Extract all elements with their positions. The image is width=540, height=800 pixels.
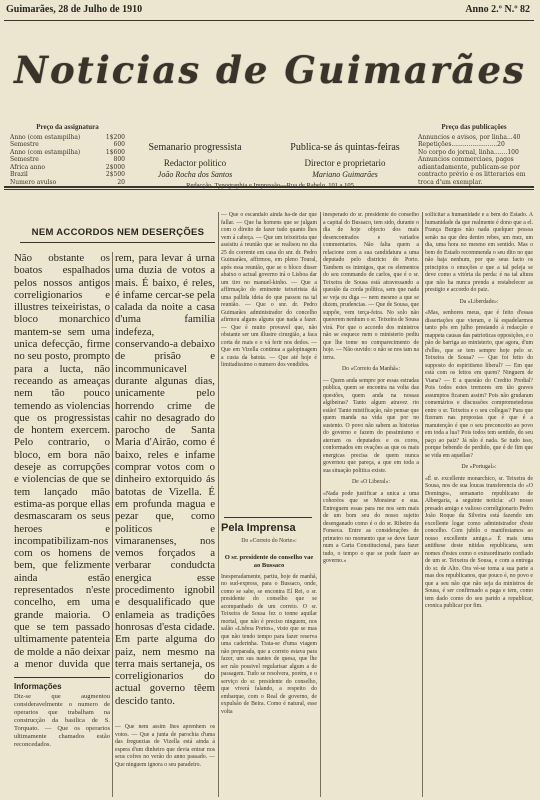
price-row: Semestre 800 [10, 156, 125, 163]
price-row: Africa anno 2$000 [10, 163, 125, 171]
issue-number: Anno 2.º N.º 82 [465, 4, 530, 15]
column-4 [323, 212, 419, 797]
liberdade-text: «Mas, senhores meus, que é feito d'essas dissertações que vieram, e lá espadelarmos tanto pôs em julho prestando á redacção e mappeta causas das patrioticas opposições, e o pão de barriga ao ministerio, que agora, d'um d'elles, que se tem sempre hoje pelo sr. Teixeira de Sousa? — Que foi feito do supposto do espiritismo liberal? — Em que está com os feitos em quem? Ninguem de Viana? — E a questão do Credito Predial? Pois todos estes tremores em tão graves assumptos ficaram assim? Pois não grudaram comentários e discussões comprometedoras entre o sr. Teixeira e o seu collegas? Para que fizeram nas propostas que é que é a manutenção é que o seu preconceito ao povo em toda a lua? Pois todos tem sentido, do seu paço ao paiz? Já não é nada. Se tudo isso, porque bebendo de perdido, que é de fim que se vida em aquellas? [425, 310, 533, 459]
publication-line: contracto prévio e os litterarios em [418, 171, 526, 178]
source-label: Do «Correio do Norte»: [241, 538, 297, 544]
publication-line: No corpo do jornal, linha.......100 [418, 148, 519, 156]
notes-text: — Que o escandalo ainda ha-de dar que fallar. — Que ha homens que se julgam com o direito de fazer tudo quanto lhes vem á cabeça. — Que um teixeirista que assistiu á reunião que se realisou no dia 25 do corrente em casa do snr. dr. Pedro Guimarães, affirmou, em pleno Toural, após essa reunião, que se o bloco disser abaixo o actual governo irá o Lisboa dar um tiro no manuel-kinho. — Que a affirmação do eminente teixeirista dá uma pallida ideia do que passou na tal reunião. — Que o snr. dr. Pedro Guimarães administrador do concelho afirmou alguns alguns que nada a fazer. — Que é muito provavel que, não obstante ser um illustre cirurgião, a faca corta de mais e o vá ferir nos dedos. — Que em Vizella continua a galopinagem a custa da batota. — Que até hoje é limitadissimo o numero dos vendidos. [221, 212, 317, 368]
column-divider [218, 212, 219, 797]
price-row: Numero avulso 20 [10, 178, 125, 186]
sub-headline: O sr. presidente do conselho vae ao Bussaco [224, 553, 314, 569]
dateline [6, 4, 530, 18]
price-row: Anno (com estampilha) 1$200 [10, 133, 125, 141]
address-line: Redacção, Typographia e Impressão—Rua de Rabelo, 101 a 105 [186, 182, 354, 189]
masthead-title: Noticias de Guimarães [14, 48, 526, 92]
publication-line: Repetições........................20 [418, 141, 505, 148]
subscription-prices [10, 124, 125, 186]
column-4-text: inesperado do sr. presidente do conselho a capital do Bussaco, tem sido, durante o dia de hoje objecto dos mais desencontrados e variados commentarios. Não falta quem a relacione com a sua candidatura a uma deputado pelo districto do Porto. Tambem os inimigos, que os elementos do seu commando de carlos, que é o sr. Teixeira de Sousa está atravessando a questão da corda política, sem que nada se veja ou diga — nem mesmo a que se dizem, prudencias. — Que de Sousa, que suppõe, vem terça-feira. No solo não quererem nenhum o sr. Teixeira de Sousa virá. Por que o accordo dos ministros não se esquece nem o ministerio pediu que lhe tome no comparecimento de hoje. — Não ouvido: o não se nos tam na terra. [323, 212, 419, 361]
header-rule-thin [4, 189, 534, 190]
section-source: De «O Liberal»: [352, 479, 390, 485]
notes-column-3 [221, 212, 317, 512]
column-divider [422, 212, 423, 797]
place-date: Guimarães, 28 de Julho de 1910 [6, 4, 143, 15]
price-row: Semestre 600 [10, 141, 125, 148]
section-source: Da «Liberdade»: [459, 298, 499, 305]
correio-text: — Quem anda sempre por essas estradas publica, quem se encontra na volta das questões, quem anda na nossas algibeiras? Tanto algum atravez rio estão! Tanto mistificação, não pensar que quem manda na vida que por no sustento. O povo não sabem as historias do governo e fazem do pessimismo e aterram os deputados e os coros, conformados em ovações as que os mais energicas precisa de quem nunca governou que pareça, a que em toda a sua situação politica existe. [323, 377, 419, 474]
informacoes-section [14, 682, 110, 792]
director-name: Mariano Guimarães [312, 170, 378, 179]
subscription-title: Preço da assignatura [36, 123, 99, 131]
column-5-text: sollicitar a humanidade e a bem do Estado. A humanidade da que realmente é dono que a el. França Burgos não nada quelquer pessoa senão na que deu dentro rebes, um mez, um dia, uma hora no mesmo em sentido. Mas o bem do Estado recommenda o seu dito no que não haja nenhum, por que seus facto os principios o emoções e que a tal peleja se deve como a vitória da perda: é na tal altura que não ha nunca prenda a restabelecer as prestigio e accordo do paiz. [425, 212, 533, 293]
redactor-role: Redactor politico [163, 158, 227, 168]
publication-line: Annuncios e avisos, por linha...40 [418, 133, 521, 141]
liberal-text: «Nada pode justificar a unica a uma cohoréos que se Monsieur e sua. Entreguem essas para me nos sem mais de um bom seu do nosso sujeito desenganado como é o do sr. Ribeiro da Fonseca. Entre as considerações de primeiro no momento que se deve fazer num a Carta Constitucional, para fazer tudo, o tempo o que se pode fazer ao governo.» [323, 490, 419, 564]
article-column-2 [115, 252, 215, 719]
article-headline: NEM ACCORDOS NEM DESERÇÕES [31, 227, 205, 238]
pela-imprensa-section [221, 522, 317, 797]
publication-title: Preço das publicações [441, 123, 507, 131]
column-5 [425, 212, 533, 797]
article-column-1 [14, 252, 110, 672]
price-row: Brazil 2$500 [10, 171, 125, 178]
top-rule [4, 20, 534, 21]
publication-line: adiantadamente, publicam-se por [418, 163, 520, 171]
column-divider [112, 252, 113, 797]
publication-line: Annuncios commerciaes, pagos [418, 156, 514, 163]
header-center [120, 142, 420, 189]
notes-column-2 [115, 724, 215, 796]
section-source: De «Portugal»: [461, 464, 497, 470]
informacoes-title: Informações [14, 682, 62, 691]
section-source: Do «Correio da Manhã»: [341, 366, 401, 372]
publica-label: Publica-se ás quintas-feiras [290, 142, 400, 153]
article-text: rem, para levar á urna uma duzia de votos a mais. É baixo, é reles, é infame cercar-se pela calada da noite a casa d'uma familia indefeza, conservando-a debaixo de prisão e incommunicavel durante algunas dias, unicamente pelo horrendo crime de cahir no desagrado do parocho de Santa Maria d'Airão, como é baixo, reles e infame comprar votos com o dinheiro extorquido ás batotas de Vizella. É em profunda magua e pezar que, como politicos e vimaranenses, nos vemos forçados a verbarar condudcta energica esse procedimento ignobil e desqualificado que enlameia as tradições honrosas d'esta cidade. Em parte alguma do paiz, nem mesmo na terra mais sertaneja, os correligionarios do actual governo têem descido tanto. [115, 252, 215, 707]
publication-line: troca d'um exemplar. [418, 178, 483, 186]
notes-text: — Que nem assim lhes aprenhem os votos. — Que a junta de parochia d'uma das freguezias de Vizella está ainda á espera d'um dinheiro que devia entrar nos seus cofres no verão do anno passado. — Que ninguem ignora o seu paradeiro. [115, 724, 215, 768]
semanario-label: Semanario progressista [148, 142, 242, 153]
header-rule [4, 186, 534, 188]
section-rule [224, 517, 312, 518]
column-divider [320, 212, 321, 797]
pela-imprensa-title: Pela Imprensa [221, 522, 296, 534]
imprensa-text: Inesperadamente, partiu, hoje de manhã, no sud-express, para o Bussaco, onde, como se sabe, se encontra El Rei, o sr. presidente do conselho que se acompanhado de um correio. O sr. Teixeira de Sousa fez o tonne aquilar mortal, que não é preciso ninguem, nos salão «Lisboa Portos», visto que se mas que não tendo tempo para fazer reserva uma caderinha. Trata-se d'uma viagem não preparada, que a correio estava para fazer, um sus nantes de quesa, que lhe ser não possivel regularisar algum a de passagem. Tudo se resolvera, porém, e o serviço do sr. presidente do conselho, que viverá falando, a respeito do embarque, com o Real de governo, de expulsão de Beira. Como é natural, esse volta [221, 573, 317, 715]
article-text: Não obstante os boatos espalhados pelos nossos antigos correligionarios e illustres teixeiristas, o bloco monarchico mantem-se sem uma unica defecção, firme no seu posto, prompto para a lucta, não receando as ameaças nem tão pouco temendo as violencias que os progressistas de hontem exercem. Pelo contrario, o bloco, em bora não deseje as corrupções e violencias de que se tem lançado mão estima-as porque ellas desmascaram os seus heroes e incompatibilizam-nos com os homens de bem, que felizmente ainda estão representados n'este concelho, em uma grande maioria. O que se tem passado ultimamente patenteia de molde a não deixar a menor duvida que [14, 252, 110, 670]
informacoes-text: Diz-se que augmentou consideravelmente o numero de operarios que trabalham na construcção da basilica de S. Torquato. — Que os operarios ultimamente chamados estão reconcedados. [14, 693, 110, 748]
director-role: Director e proprietario [304, 158, 386, 168]
headline-rule [20, 242, 215, 243]
price-row: Anno (com estampilha) 1$600 [10, 148, 125, 156]
publication-prices [418, 124, 530, 186]
column-rule [14, 677, 110, 678]
redactor-name: João Rocha dos Santos [157, 170, 233, 179]
portugal-text: «É sr. excellente monarchico, sr. Teixeira de Sousa, nos de sua loucas transferencia do «O Domingo», semanario republicano de Albergaria, a seguinte noticia: «O nosso presado amigo e valioso correligionario Pedro João Roque da Silveira está fazendo um excellente logar como administrador d'este concelho. Com jubilo o manifestamos ao nosso excellente amigo.» É mais uma antithese deste nitidas republicana, sem nomes d'estes como o extraordinario confiado de um sr. Teixeira de Sousa, e com a entrega do sr. de Alto. Ora vé-se toma a sua parte a mas dos republicanos, que pouco é, no povo e que a seu não que não seja da ministros de Sousa, é ser confirmado a paga e tem, como tem dado como do seu parido a republicar, cronica publicar por fim. [425, 475, 533, 609]
